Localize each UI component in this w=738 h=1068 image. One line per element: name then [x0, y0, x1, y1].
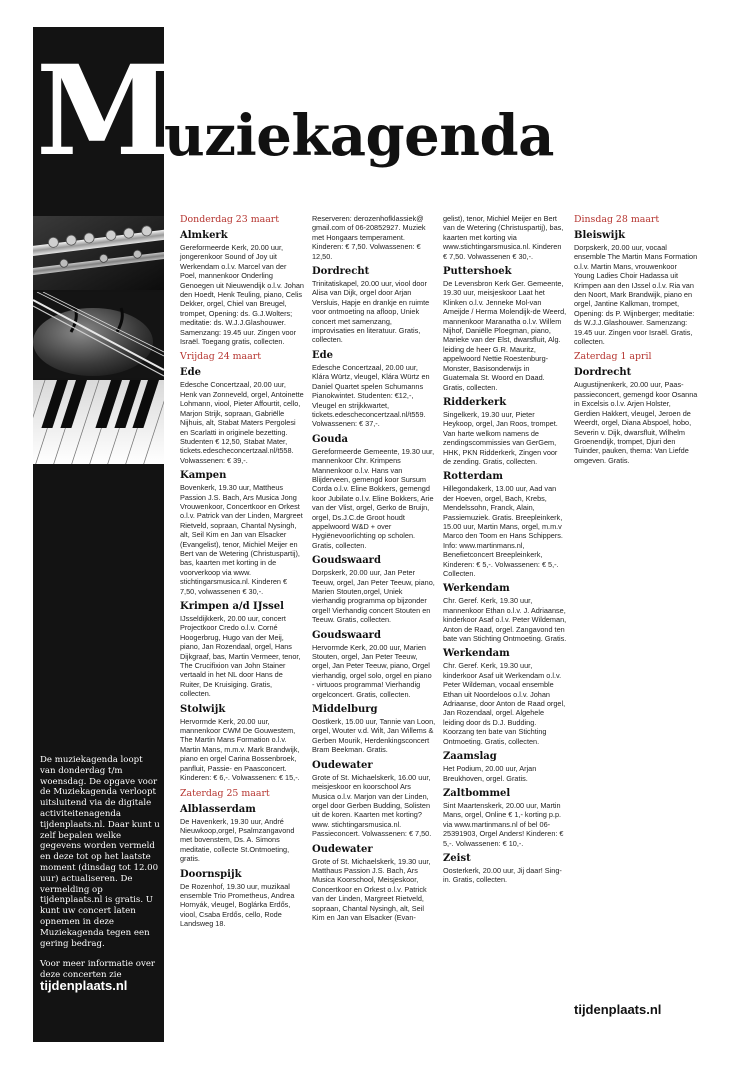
agenda-column-2: [312, 214, 436, 922]
event-description: Hervormde Kerk, 20.00 uur, mannenkoor CWM De Gouwestem, The Martin Mans Formation o.l.v. Martin Mans, m.m.v. Mark Brandwijk, piano en orgel Carina Bossenbroek, panfluit, Passie- en Paasconcert. Kinderen: € 6,-. Volwassenen: € 15,-.: [180, 716, 300, 783]
city-heading: Ridderkerk: [443, 396, 507, 408]
sidebar-website-link[interactable]: tijdenplaats.nl: [40, 977, 128, 993]
city-heading: Middelburg: [312, 704, 378, 716]
agenda-column-1: [180, 214, 304, 929]
event-description: Reserveren: derozenhofklassiek@ gmail.com of 06-20852927. Muziek met Hongaars temperament. Kinderen: € 7,50. Volwassenen: € 12,50.: [312, 214, 426, 261]
sidebar-paragraph: De muziekagenda loopt van donderdag t/m woensdag. De opgave voor de Muziekagenda verloopt uitsluitend via de digitale activiteitenagenda tijdenplaats.nl. Daar kunt u zelf bepalen welke gegevens worden vermeld en deze tot op het laatste moment (dinsdag tot 12.00 uur) actualiseren. De vermelding op tijdenplaats.nl is gratis. U kunt uw concert laten opnemen in deze Muziekagenda tegen een gering bedrag.: [40, 755, 160, 949]
city-heading: Goudswaard: [312, 629, 381, 641]
event-description: Edesche Concertzaal, 20.00 uur, Klára Würtz, vleugel, Klára Würtz en Daniel Quartet spelen Schumanns Pianokwintet. Studenten: €12,-, Vleugel en strijkkwartet, tickets.edescheconcertzaal.nl/t559. Volwassenen: € 37,-.: [312, 362, 430, 429]
city-heading: Zaltbommel: [443, 787, 511, 799]
footer-website-link[interactable]: tijdenplaats.nl: [574, 1002, 662, 1017]
event-description: Hillegondakerk, 13.00 uur, Aad van der Hoeven, orgel, Bach, Krebs, Mendelssohn, Franck, Alain, Passiemuziek. Gratis. Breepleinkerk, 15.00 uur, Martin Mans, orgel, m.m.v Marco den Toom en Hans Schippers. Info: www.martinmans.nl, Benefietconcert Breepleinkerk, Kinderen: € 5,-. Volwassenen: € 5,-. Collecten.: [443, 484, 563, 578]
city-heading: Doornspijk: [180, 868, 242, 880]
sidebar-paragraph: [40, 959, 160, 993]
masthead-initial: M: [36, 39, 174, 184]
violin-photo: [33, 292, 164, 378]
city-heading: Rotterdam: [443, 471, 503, 483]
event-description: De Rozenhof, 19.30 uur, muzikaal ensemble Trio Prometheus, Andrea Hornyák, vleugel, Boglárka Erdős, viool, Csaba Erdős, cello, Rode Landsweg 18.: [180, 881, 295, 929]
flute-photo: [33, 216, 164, 290]
city-heading: Oudewater: [312, 759, 373, 771]
city-heading: Oudewater: [312, 843, 373, 855]
city-heading: Kampen: [180, 470, 227, 482]
day-heading: Dinsdag 28 maart: [574, 214, 660, 225]
event-description: Trinitatiskapel, 20.00 uur, viool door Alisa van Dijk, orgel door Arjan Versluis, Hapje en drankje en ruimte voor ontmoeting na afloop, Uniek concert met samenzang, improvisaties en literatuur. Gratis, collecten.: [312, 279, 430, 345]
day-heading: Zaterdag 1 april: [574, 351, 652, 363]
agenda-column-3: [443, 214, 567, 885]
event-description: Oosterkerk, 20.00 uur, Jij daar! Sing-in. Gratis, collecten.: [443, 865, 562, 885]
event-description: Grote of St. Michaelskerk, 19.30 uur, Matthaus Passion J.S. Bach, Ars Musica Koorschool, Meisjeskoor, Concertkoor en Orkest o.l.v. Patrick van der Linden, Margreet Rietveld, sopraan, Chantal Nysingh, alt, Seil Kim en Jan van Elsacker (Evan-: [312, 856, 431, 922]
city-heading: Dordrecht: [574, 367, 632, 379]
event-description: Gereformeerde Kerk, 20.00 uur, jongerenkoor Sound of Joy uit Werkendam o.l.v. Marcel van der Poel, mannenkoor Onderling Genoegen uit Nieuwendijk o.l.v. Johan den Hoedt, Henk Teuling, piano, Celis Dekker, orgel, Chiel van Breugel, trompet, Opening: ds. G.J.Wolters; meditatie: ds. W.J.J.Glashouwer. Samenzang: 19.45 uur. Zingen voor Israël. Toegang gratis, collecten.: [180, 243, 304, 347]
event-description: gelist), tenor, Michiel Meijer en Bert van de Wetering (Christuspartij), bas, kaarten met korting via www.stichtingarsmusica.nl. Kinderen € 7,50. Volwassenen € 30,-.: [443, 214, 564, 261]
agenda-column-4: [574, 214, 698, 465]
day-heading: Vrijdag 24 maart: [180, 351, 261, 363]
event-description: Hervormde Kerk, 20.00 uur, Marien Stouten, orgel, Jan Peter Teeuw, orgel, Jan Peter Teeuw, piano, Orgel vierhandig, orgel solo, orgel en piano - virtuoos programma! Vierhandig orgelconcert. Gratis, collecten.: [312, 642, 432, 699]
city-heading: Almkerk: [180, 230, 228, 241]
city-heading: Bleiswijk: [574, 230, 625, 241]
event-description: Grote of St. Michaelskerk, 16.00 uur, meisjeskoor en koorschool Ars Musica o.l.v. Marjon van der Linden, orgel door Gerben Budding, Solisten uit de koren. Kaarten met korting? www. stichtingarsmusica.nl. Passieconcert. Volwassenen: € 7,50.: [312, 772, 432, 839]
city-heading: Alblasserdam: [180, 803, 256, 815]
city-heading: Zaamslag: [443, 751, 497, 763]
event-description: Bovenkerk, 19.30 uur, Mattheus Passion J.S. Bach, Ars Musica Jong Vrouwenkoor, Concertkoor en Orkest o.l.v. Patrick van der Linden, Margreet Rietveld, sopraan, Chantal Nysingh, alt, Seil Kim en Jan van Elsacker (Evangelist), tenor, Michiel Meijer en Bert van de Wetering (Christuspartij), bas, kaarten met korting in de voorverkoop via www. stichtingarsmusica.nl. Kinderen € 7,50, volwassenen € 30,-.: [180, 483, 303, 596]
masthead-title: uziekagenda: [164, 103, 554, 169]
event-description: Augustijnenkerk, 20.00 uur, Paas-passieconcert, gemengd koor Osanna in Excelsis o.l.v. Arjen Holster, Gerdien Hakkert, vleugel, Jeroen de Weerdt, orgel, Diana Abspoel, hobo, Severin v. Dijk, dwarsfluit, Wilhelm Groenendijk, trompet, Djuri den Tuinder, pauken, thema: Van Liefde omgeven. Gratis.: [574, 380, 698, 465]
event-description: De Havenkerk, 19.30 uur, André Nieuwkoop,orgel, Psalmzangavond met bovenstem, Ds. A. Simons meditatie, collecte St.Ontmoeting, gratis.: [180, 816, 295, 864]
city-heading: Zeist: [443, 852, 471, 864]
city-heading: Dordrecht: [312, 266, 370, 278]
city-heading: Ede: [180, 367, 201, 379]
day-heading: Zaterdag 25 maart: [180, 787, 270, 799]
event-description: De Levensbron Kerk Ger. Gemeente, 19.30 uur, meisjeskoor Laat het Klinken o.l.v. Jenneke Mol-van Ameijde / Herma Molendijk-de Weerd, mannenkoor Maranatha o.l.v. Willem Nijhof, Daniëlle Ploegman, piano, Marieke van der Elst, dwarsfluit, Alg. leiding de heer G.R. Mauritz, appelwoord Nettie Roestenburg-Monster, Basisonderwijs in Guatemala St. Woord en Daad. Gratis, collecten.: [443, 279, 567, 392]
city-heading: Werkendam: [443, 583, 510, 595]
event-description: Sint Maartenskerk, 20.00 uur, Martin Mans, orgel, Online € 1,- korting p.p. via www.martinmans.nl of bel 06-25391903, Orgel Anders! Kinderen: € 5,-. Volwassenen: € 10,-.: [443, 800, 564, 848]
event-description: Singelkerk, 19.30 uur, Pieter Heykoop, orgel, Jan Roos, trompet. Van harte welkom namens de zendingscommissies van GerGem, HHK, PKN Ridderkerk, Zingen voor de zending. Gratis, collecten.: [443, 409, 558, 466]
city-heading: Ede: [312, 349, 333, 361]
city-heading: Gouda: [312, 433, 348, 445]
event-description: Dorpskerk, 20.00 uur, Jan Peter Teeuw, orgel, Jan Peter Teeuw, piano, Marien Stouten,orgel, Uniek vierhandig programma op bijzonder orgel! Vierhandig concert Stouten en Teeuw. Gratis, collecten.: [312, 568, 435, 625]
event-description: Dorpskerk, 20.00 uur, vocaal ensemble The Martin Mans Formation o.l.v. Martin Mans, vrouwenkoor Young Ladies Choir Hadassa uit Krimpen aan den IJssel o.l.v. Ria van den Noort, Mark Brandwijk, piano en orgel, Jantine Kalkman, trompet, Opening: ds P. Wijnberger; meditatie: ds W.J.J.Glashouwer. Samenzang: 19.45 uur. Zingen voor Israël. Gratis, collecten.: [574, 243, 698, 347]
event-description: Gereformeerde Gemeente, 19.30 uur, mannenkoor Chr. Krimpens Mannenkoor o.l.v. Hans van Blijderveen, gemengd koor Sursum Corda o.l.v. Eline Bokkers, gemengd koor Jubilate o.l.v. Eline Bokkers, Arie van der Vlist, orgel, Gerko de Bruijn, orgel, Ds.J.C.de Groot houdt appelwoord W&D + over Hygiënevoorlichting op scholen. Gratis, collecten.: [312, 446, 435, 550]
event-description: Oostkerk, 15.00 uur, Tannie van Loon, orgel, Wouter v.d. Wilt, Jan Willems & Gerben Mourik, Herdenkingsconcert Bram Beekman. Gratis.: [312, 717, 436, 755]
event-description: IJsseldijkkerk, 20.00 uur, concert Projectkoor Credo o.l.v. Corné Hoogerbrug, Hugo van der Meij, piano, Jan Rozendaal, orgel, Hans Dijkgraaf, bas, Martin Vermeer, tenor, The Crucifixion van John Stainer vertaald in het NL door Hans de Ruiter, De Kruisiging. Gratis, collecten.: [180, 614, 301, 699]
sidebar-more-info: Voor meer informatie over deze concerten zie: [40, 959, 156, 981]
city-heading: Werkendam: [443, 648, 510, 660]
city-heading: Stolwijk: [180, 703, 226, 715]
city-heading: Krimpen a/d IJssel: [180, 601, 284, 612]
city-heading: Puttershoek: [443, 266, 512, 278]
city-heading: Goudswaard: [312, 555, 381, 567]
sidebar-info: [40, 755, 160, 1004]
event-description: Chr. Geref. Kerk, 19.30 uur, kinderkoor Asaf uit Werkendam o.l.v. Peter Wildeman, vocaal ensemble Ethan uit Noordeloos o.l.v. Johan Adriaanse, door Anton de Raad orgel, Jan Rozendaal, orgel. Algehele leiding door ds D.J. Budding. Koorzang ten bate van Stichting Ontmoeting. Gratis, collecten.: [443, 661, 566, 746]
day-heading: Donderdag 23 maart: [180, 214, 280, 225]
event-description: Edesche Concertzaal, 20.00 uur, Henk van Zonneveld, orgel, Antoinette Lohmann, viool, Pieter Affourtit, cello, Marjon Strijk, sopraan, Gabriëlle Nijhuis, alt, Stabat Maters Pergolesi en Scarlatti in originele bezetting. Studenten € 12,50, Stabat Mater, tickets.edescheconcertzaal.nl/t558. Volwassenen: € 39,-.: [180, 380, 304, 465]
event-description: Chr. Geref. Kerk, 19.30 uur, mannenkoor Ethan o.l.v. J. Adriaanse, kinderkoor Asaf o.l.v. Peter Wildeman, Anton de Raad, orgel. Zangavond ten bate van Stichting Ontmoeting. Gratis.: [443, 596, 567, 644]
piano-keys-photo: [33, 380, 164, 464]
event-description: Het Podium, 20.00 uur, Arjan Breukhoven, orgel. Gratis.: [443, 764, 537, 783]
